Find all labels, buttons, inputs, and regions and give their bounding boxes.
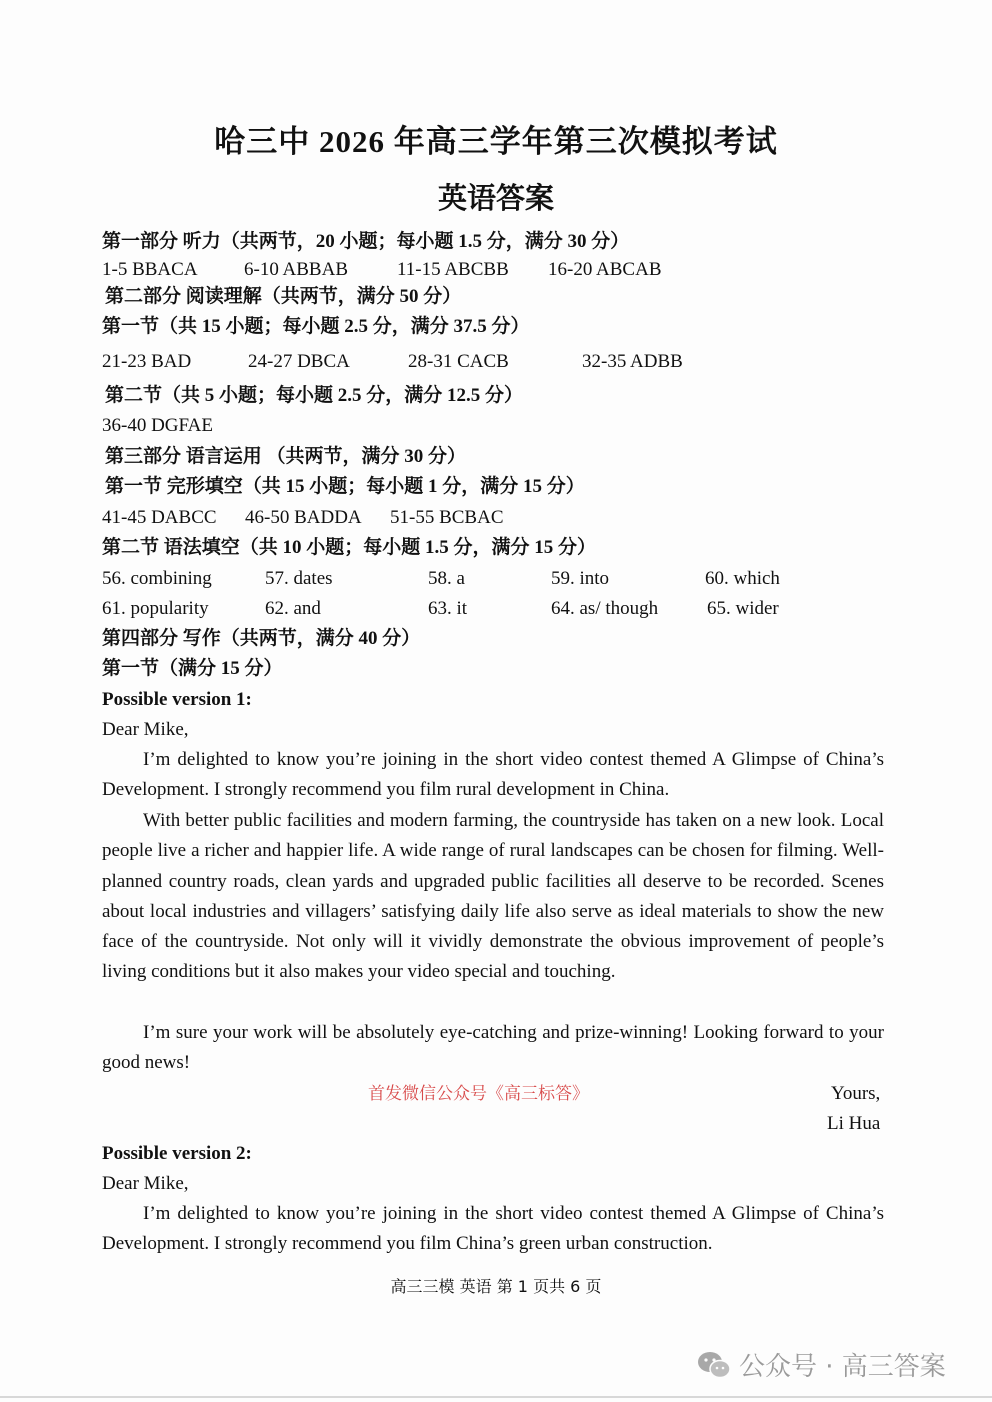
essay1-paragraph: I’m sure your work will be absolutely eye-catching and prize-winning! Looking forward to your good news! [102,1022,884,1074]
answer-group: 41-45 DABCC [102,507,217,528]
essay1-label: Possible version 1: [102,689,252,710]
answer-group: 11-15 ABCBB [397,259,509,280]
essay1-paragraph: I’m delighted to know you’re joining in the short video contest themed A Glimpse of China’s Development. I strongly recommend you film rural development in China. [102,749,884,801]
grammar-answer: 60. which [705,568,780,589]
part2-section1-heading: 第一节（共 15 小题；每小题 2.5 分，满分 37.5 分） [102,316,530,337]
grammar-answer: 59. into [551,568,610,589]
answer-group: 36-40 DGFAE [102,415,214,436]
part2-heading: 第二部分 阅读理解（共两节，满分 50 分） [105,286,462,307]
essay1-paragraph: With better public facilities and modern farming, the countryside has taken on a new look. Local people live a richer and happier life. A wide range of rural landscapes can be chosen for filming. Well-planned country roads, clean yards and upgraded public facilities all deserve to be recorded. Scenes about local industries and villagers’ satisfying daily life also serve as ideal materials to show the new face of the countryside. Not only will it vividly demonstrate the obvious improvement of people’s living conditions but it also makes your video special and touching. [102,810,884,983]
grammar-answer: 64. as/ though [551,598,659,619]
part4-section1-heading: 第一节（满分 15 分） [102,658,283,679]
grammar-answer: 57. dates [265,568,333,589]
answer-group: 28-31 CACB [408,351,509,372]
answer-group: 32-35 ADBB [582,351,683,372]
part4-heading: 第四部分 写作（共两节，满分 40 分） [102,628,421,649]
part2-section2-heading: 第二节（共 5 小题；每小题 2.5 分，满分 12.5 分） [105,385,524,406]
grammar-answer: 58. a [428,568,465,589]
essay2-label: Possible version 2: [102,1143,252,1164]
letter-closing: Yours, [831,1083,881,1104]
promo-text: 首发微信公众号《高三标答》 [368,1084,589,1104]
answer-group: 51-55 BCBAC [390,507,504,528]
part1-heading: 第一部分 听力（共两节，20 小题；每小题 1.5 分，满分 30 分） [102,231,630,252]
bottom-divider [0,1396,992,1398]
answer-group: 16-20 ABCAB [548,259,662,280]
answer-group: 24-27 DBCA [248,351,350,372]
grammar-answer: 61. popularity [102,598,209,619]
part3-heading: 第三部分 语言运用 （共两节，满分 30 分） [105,446,467,467]
letter-signature: Li Hua [827,1113,881,1134]
part3-section2-heading: 第二节 语法填空（共 10 小题；每小题 1.5 分，满分 15 分） [102,537,597,558]
grammar-answer: 62. and [265,598,321,619]
watermark-text: 公众号 · 高三答案 [739,1352,946,1382]
essay2-greeting: Dear Mike, [102,1173,189,1194]
answer-group: 6-10 ABBAB [244,259,348,280]
answer-group: 46-50 BADDA [245,507,362,528]
grammar-answer: 56. combining [102,568,212,589]
page-footer: 高三三模 英语 第 1 页共 6 页 [390,1277,602,1296]
wechat-icon [697,1350,731,1380]
answer-group: 1-5 BBACA [102,259,198,280]
page-title: 哈三中 2026 年高三学年第三次模拟考试 [214,124,778,159]
page-subtitle: 英语答案 [437,183,554,215]
watermark [697,1346,946,1383]
grammar-answer: 63. it [428,598,468,619]
essay1-greeting: Dear Mike, [102,719,189,740]
essay2-paragraph: I’m delighted to know you’re joining in the short video contest themed A Glimpse of China’s Development. I strongly recommend you film China’s green urban construction. [102,1203,884,1255]
answer-group: 21-23 BAD [102,351,192,372]
part3-section1-heading: 第一节 完形填空（共 15 小题；每小题 1 分，满分 15 分） [105,476,585,497]
grammar-answer: 65. wider [707,598,779,619]
